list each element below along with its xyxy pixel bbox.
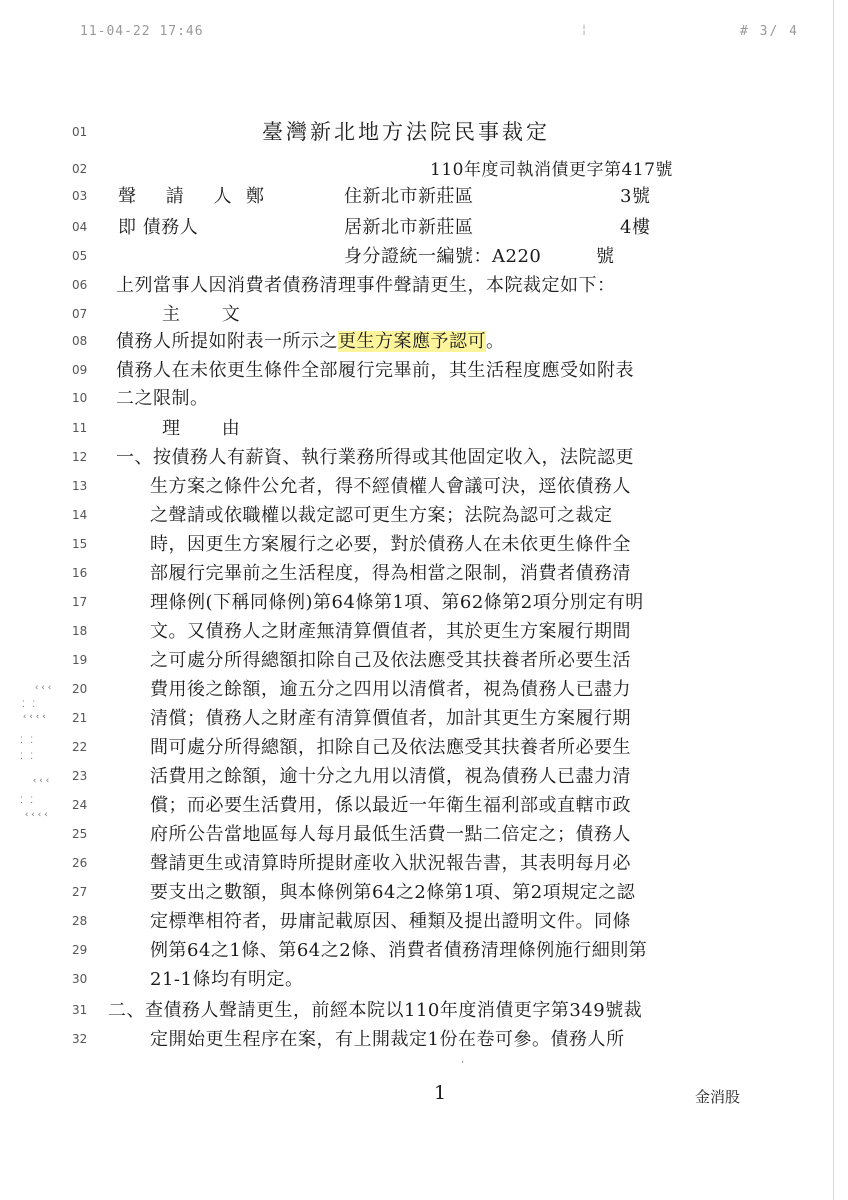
- doc-line-06: [0, 269, 848, 301]
- applicant-address-tail: 3號: [620, 186, 651, 207]
- applicant-name: 鄭: [246, 186, 265, 207]
- line-number: 16: [72, 566, 88, 580]
- line-number: 17: [72, 595, 88, 609]
- id-number-tail: 號: [596, 246, 615, 267]
- reason-1-line: 部履行完畢前之生活程度，得為相當之限制，消費者債務清: [150, 563, 631, 584]
- reason-2-line: 二、查債務人聲請更生，前經本院以110年度消債更字第349號裁: [108, 1000, 643, 1021]
- page-number: 1: [434, 1082, 447, 1104]
- scan-artifact-dots: ⁚ ⁚: [20, 736, 35, 746]
- main-item-1: [116, 327, 505, 353]
- doc-line-28: [0, 905, 848, 937]
- doc-line-26: [0, 847, 848, 879]
- reason-1-line: 費用後之餘額，逾五分之四用以清償者，視為債務人已盡力: [150, 679, 631, 700]
- line-number: 01: [72, 125, 88, 139]
- line-number: 04: [72, 220, 88, 234]
- doc-line-15: [0, 528, 848, 560]
- main-item-1-prefix: 債務人所提如附表一所示之: [116, 331, 338, 352]
- doc-line-22: [0, 731, 848, 763]
- fax-page-indicator: # 3/ 4: [740, 24, 799, 39]
- debtor-address: 居新北市新莊區: [344, 217, 474, 238]
- scan-artifact-dots: ‹‹‹: [32, 776, 52, 786]
- doc-line-17: [0, 586, 848, 618]
- debtor-label: 即 債務人: [118, 217, 199, 238]
- doc-line-16: [0, 557, 848, 589]
- reason-1-line: 生方案之條件公允者，得不經債權人會議可決，逕依債務人: [150, 476, 631, 497]
- doc-line-18: [0, 615, 848, 647]
- doc-line-24: [0, 789, 848, 821]
- reason-1-line: 活費用之餘額，逾十分之九用以清償，視為債務人已盡力清: [150, 766, 631, 787]
- doc-line-03: [0, 180, 848, 212]
- line-number: 21: [72, 711, 88, 725]
- scan-artifact-dots: ⁚ ⁚: [20, 796, 35, 806]
- scan-artifact-dots: ⁚ ⁚: [20, 752, 35, 762]
- line-number: 31: [72, 1003, 88, 1017]
- case-number: 110年度司執消債更字第417號: [430, 160, 673, 180]
- line-number: 29: [72, 943, 88, 957]
- line-number: 07: [72, 307, 88, 321]
- doc-line-04: [0, 211, 848, 243]
- main-heading: 主 文: [162, 304, 258, 325]
- line-number: 13: [72, 479, 88, 493]
- reason-1-line: 21-1條均有明定。: [150, 969, 304, 990]
- fax-header: 11-04-22 17:46: [80, 24, 204, 39]
- reason-1-line: 理條例(下稱同條例)第64條第1項、第62條第2項分別定有明: [150, 592, 644, 613]
- doc-line-25: [0, 818, 848, 850]
- reason-2-line: 定開始更生程序在案，有上開裁定1份在卷可參。債務人所: [150, 1029, 625, 1050]
- line-number: 23: [72, 769, 88, 783]
- scan-artifact-dots: ⁚ ⁚: [22, 700, 37, 710]
- line-number: 19: [72, 653, 88, 667]
- doc-line-32: [0, 1023, 848, 1055]
- scan-artifact-dots: ‹‹‹‹: [24, 810, 50, 820]
- debtor-address-tail: 4樓: [620, 217, 651, 238]
- reason-1-line: 文。又債務人之財產無清算價值者，其於更生方案履行期間: [150, 621, 631, 642]
- line-number: 26: [72, 856, 88, 870]
- reason-1-line: 定標準相符者，毋庸記載原因、種類及提出證明文件。同條: [150, 911, 631, 932]
- line-number: 14: [72, 508, 88, 522]
- line-number: 28: [72, 914, 88, 928]
- scan-artifact-dots: ‹‹‹‹: [22, 712, 48, 722]
- reason-1-line: 聲請更生或清算時所提財產收入狀況報告書，其表明每月必: [150, 853, 631, 874]
- main-item-2-cont: 二之限制。: [116, 388, 209, 409]
- line-number: 27: [72, 885, 88, 899]
- line-number: 09: [72, 363, 88, 377]
- reason-heading: 理 由: [162, 418, 258, 439]
- doc-line-30: [0, 963, 848, 995]
- line-number: 03: [72, 189, 88, 203]
- reason-1-line: 要支出之數額，與本條例第64之2條第1項、第2項規定之認: [150, 882, 636, 903]
- line-number: 12: [72, 450, 88, 464]
- line-number: 05: [72, 249, 88, 263]
- doc-line-20: [0, 673, 848, 705]
- line-number: 08: [72, 334, 88, 348]
- id-number: 身分證統一編號：A220: [344, 246, 542, 267]
- main-item-1-suffix: 。: [486, 331, 505, 352]
- scan-artifact-dots: ‹‹‹: [34, 683, 54, 693]
- doc-line-13: [0, 470, 848, 502]
- line-number: 25: [72, 827, 88, 841]
- doc-line-14: [0, 499, 848, 531]
- line-number: 02: [72, 162, 88, 176]
- line-number: 15: [72, 537, 88, 551]
- doc-line-21: [0, 702, 848, 734]
- line-number: 11: [72, 421, 88, 435]
- line-number: 18: [72, 624, 88, 638]
- fax-tick-mark: ¦: [582, 22, 587, 36]
- doc-line-10: [0, 382, 848, 414]
- reason-1-line: 例第64之1條、第64之2條、消費者債務清理條例施行細則第: [150, 940, 648, 961]
- doc-line-19: [0, 644, 848, 676]
- doc-line-12: [0, 441, 848, 473]
- doc-line-27: [0, 876, 848, 908]
- reason-1-line: 清償；債務人之財產有清算價值者，加計其更生方案履行期: [150, 708, 631, 729]
- reason-1-line: 府所公告當地區每人每月最低生活費一點二倍定之；債務人: [150, 824, 631, 845]
- line-number: 22: [72, 740, 88, 754]
- reason-1-line: 時，因更生方案履行之必要，對於債務人在未依更生條件全: [150, 534, 631, 555]
- line-number: 32: [72, 1032, 88, 1046]
- reason-1-line: 之可處分所得總額扣除自己及依法應受其扶養者所必要生活: [150, 650, 631, 671]
- doc-line-11: [0, 412, 848, 444]
- line-number: 10: [72, 391, 88, 405]
- doc-line-05: [0, 240, 848, 272]
- doc-line-08: [0, 325, 848, 357]
- reason-1-line: 間可處分所得總額，扣除自己及依法應受其扶養者所必要生: [150, 737, 631, 758]
- document-title: 臺灣新北地方法院民事裁定: [262, 120, 550, 144]
- line-number: 30: [72, 972, 88, 986]
- applicant-address: 住新北市新莊區: [344, 186, 474, 207]
- line-number: 06: [72, 278, 88, 292]
- line-number: 20: [72, 682, 88, 696]
- doc-line-29: [0, 934, 848, 966]
- scan-artifact-dots: ·: [460, 1058, 467, 1068]
- line-number: 24: [72, 798, 88, 812]
- applicant-label: 聲 請 人: [118, 186, 244, 207]
- doc-line-01: [0, 116, 848, 148]
- highlighted-ruling: 更生方案應予認可: [338, 331, 486, 352]
- reason-1-line: 一、按債務人有薪資、執行業務所得或其他固定收入，法院認更: [116, 447, 634, 468]
- intro-text: 上列當事人因消費者債務清理事件聲請更生，本院裁定如下：: [116, 275, 616, 296]
- reason-1-line: 之聲請或依職權以裁定認可更生方案；法院為認可之裁定: [150, 505, 613, 526]
- reason-1-line: 償；而必要生活費用，係以最近一年衛生福利部或直轄市政: [150, 795, 631, 816]
- court-unit-label: 金消股: [695, 1088, 741, 1106]
- main-item-2: 債務人在未依更生條件全部履行完畢前，其生活程度應受如附表: [116, 360, 634, 381]
- doc-line-31: [0, 994, 848, 1026]
- doc-line-23: [0, 760, 848, 792]
